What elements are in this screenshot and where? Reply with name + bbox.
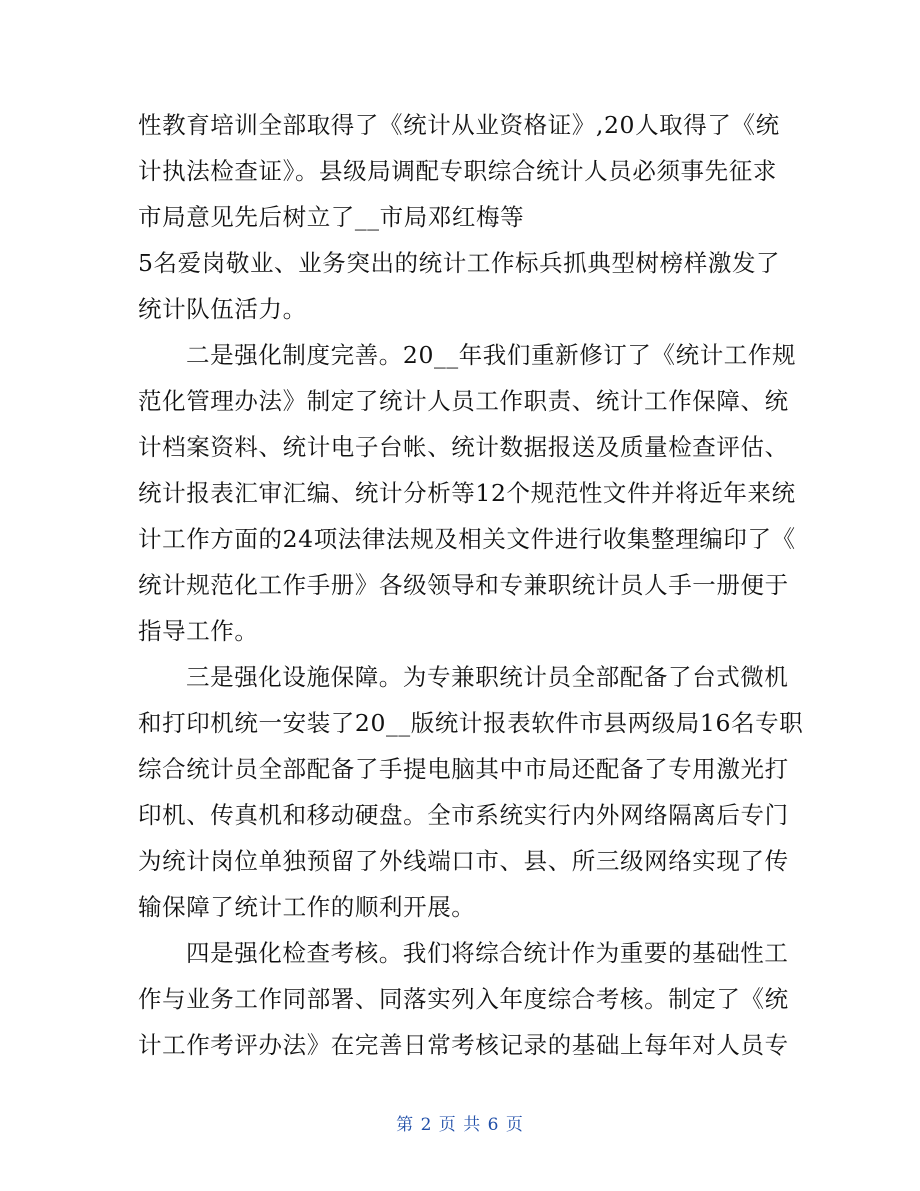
text-line: 输保障了统计工作的顺利开展。: [138, 893, 476, 921]
paragraph-start-line: 二是强化制度完善。20__年我们重新修订了《统计工作规: [186, 341, 797, 369]
text-line: 和打印机统一安装了20__版统计报表软件市县两级局16名专职: [138, 709, 804, 737]
text-line: 计工作方面的24项法律法规及相关文件进行收集整理编印了《: [138, 525, 796, 553]
paragraph-start-line: 四是强化检查考核。我们将综合统计作为重要的基础性工: [186, 939, 789, 967]
text-line: 计档案资料、统计电子台帐、统计数据报送及质量检查评估、: [138, 433, 789, 461]
text-line: 作与业务工作同部署、同落实列入年度综合考核。制定了《统: [138, 985, 789, 1013]
text-line: 统计报表汇审汇编、统计分析等12个规范性文件并将近年来统: [138, 479, 796, 507]
text-line: 指导工作。: [138, 617, 259, 645]
page-number-footer: 第 2 页 共 6 页: [396, 1115, 524, 1135]
paragraph-start-line: 三是强化设施保障。为专兼职统计员全部配备了台式微机: [186, 663, 789, 691]
text-line: 性教育培训全部取得了《统计从业资格证》,20人取得了《统: [138, 111, 780, 139]
text-line: 综合统计员全部配备了手提电脑其中市局还配备了专用激光打: [138, 755, 789, 783]
text-line: 5名爱岗敬业、业务突出的统计工作标兵抓典型树榜样激发了: [138, 249, 781, 277]
text-line: 范化管理办法》制定了统计人员工作职责、统计工作保障、统: [138, 387, 789, 415]
text-line: 为统计岗位单独预留了外线端口市、县、所三级网络实现了传: [138, 847, 789, 875]
text-line: 印机、传真机和移动硬盘。全市系统实行内外网络隔离后专门: [138, 801, 789, 829]
text-line: 计工作考评办法》在完善日常考核记录的基础上每年对人员专: [138, 1031, 789, 1059]
text-line: 市局意见先后树立了__市局邓红梅等: [138, 203, 525, 231]
text-line: 计执法检查证》。县级局调配专职综合统计人员必须事先征求: [138, 157, 777, 185]
document-body: [138, 102, 804, 1068]
text-line: 统计队伍活力。: [138, 295, 307, 323]
text-line: 统计规范化工作手册》各级领导和专兼职统计员人手一册便于: [138, 571, 789, 599]
